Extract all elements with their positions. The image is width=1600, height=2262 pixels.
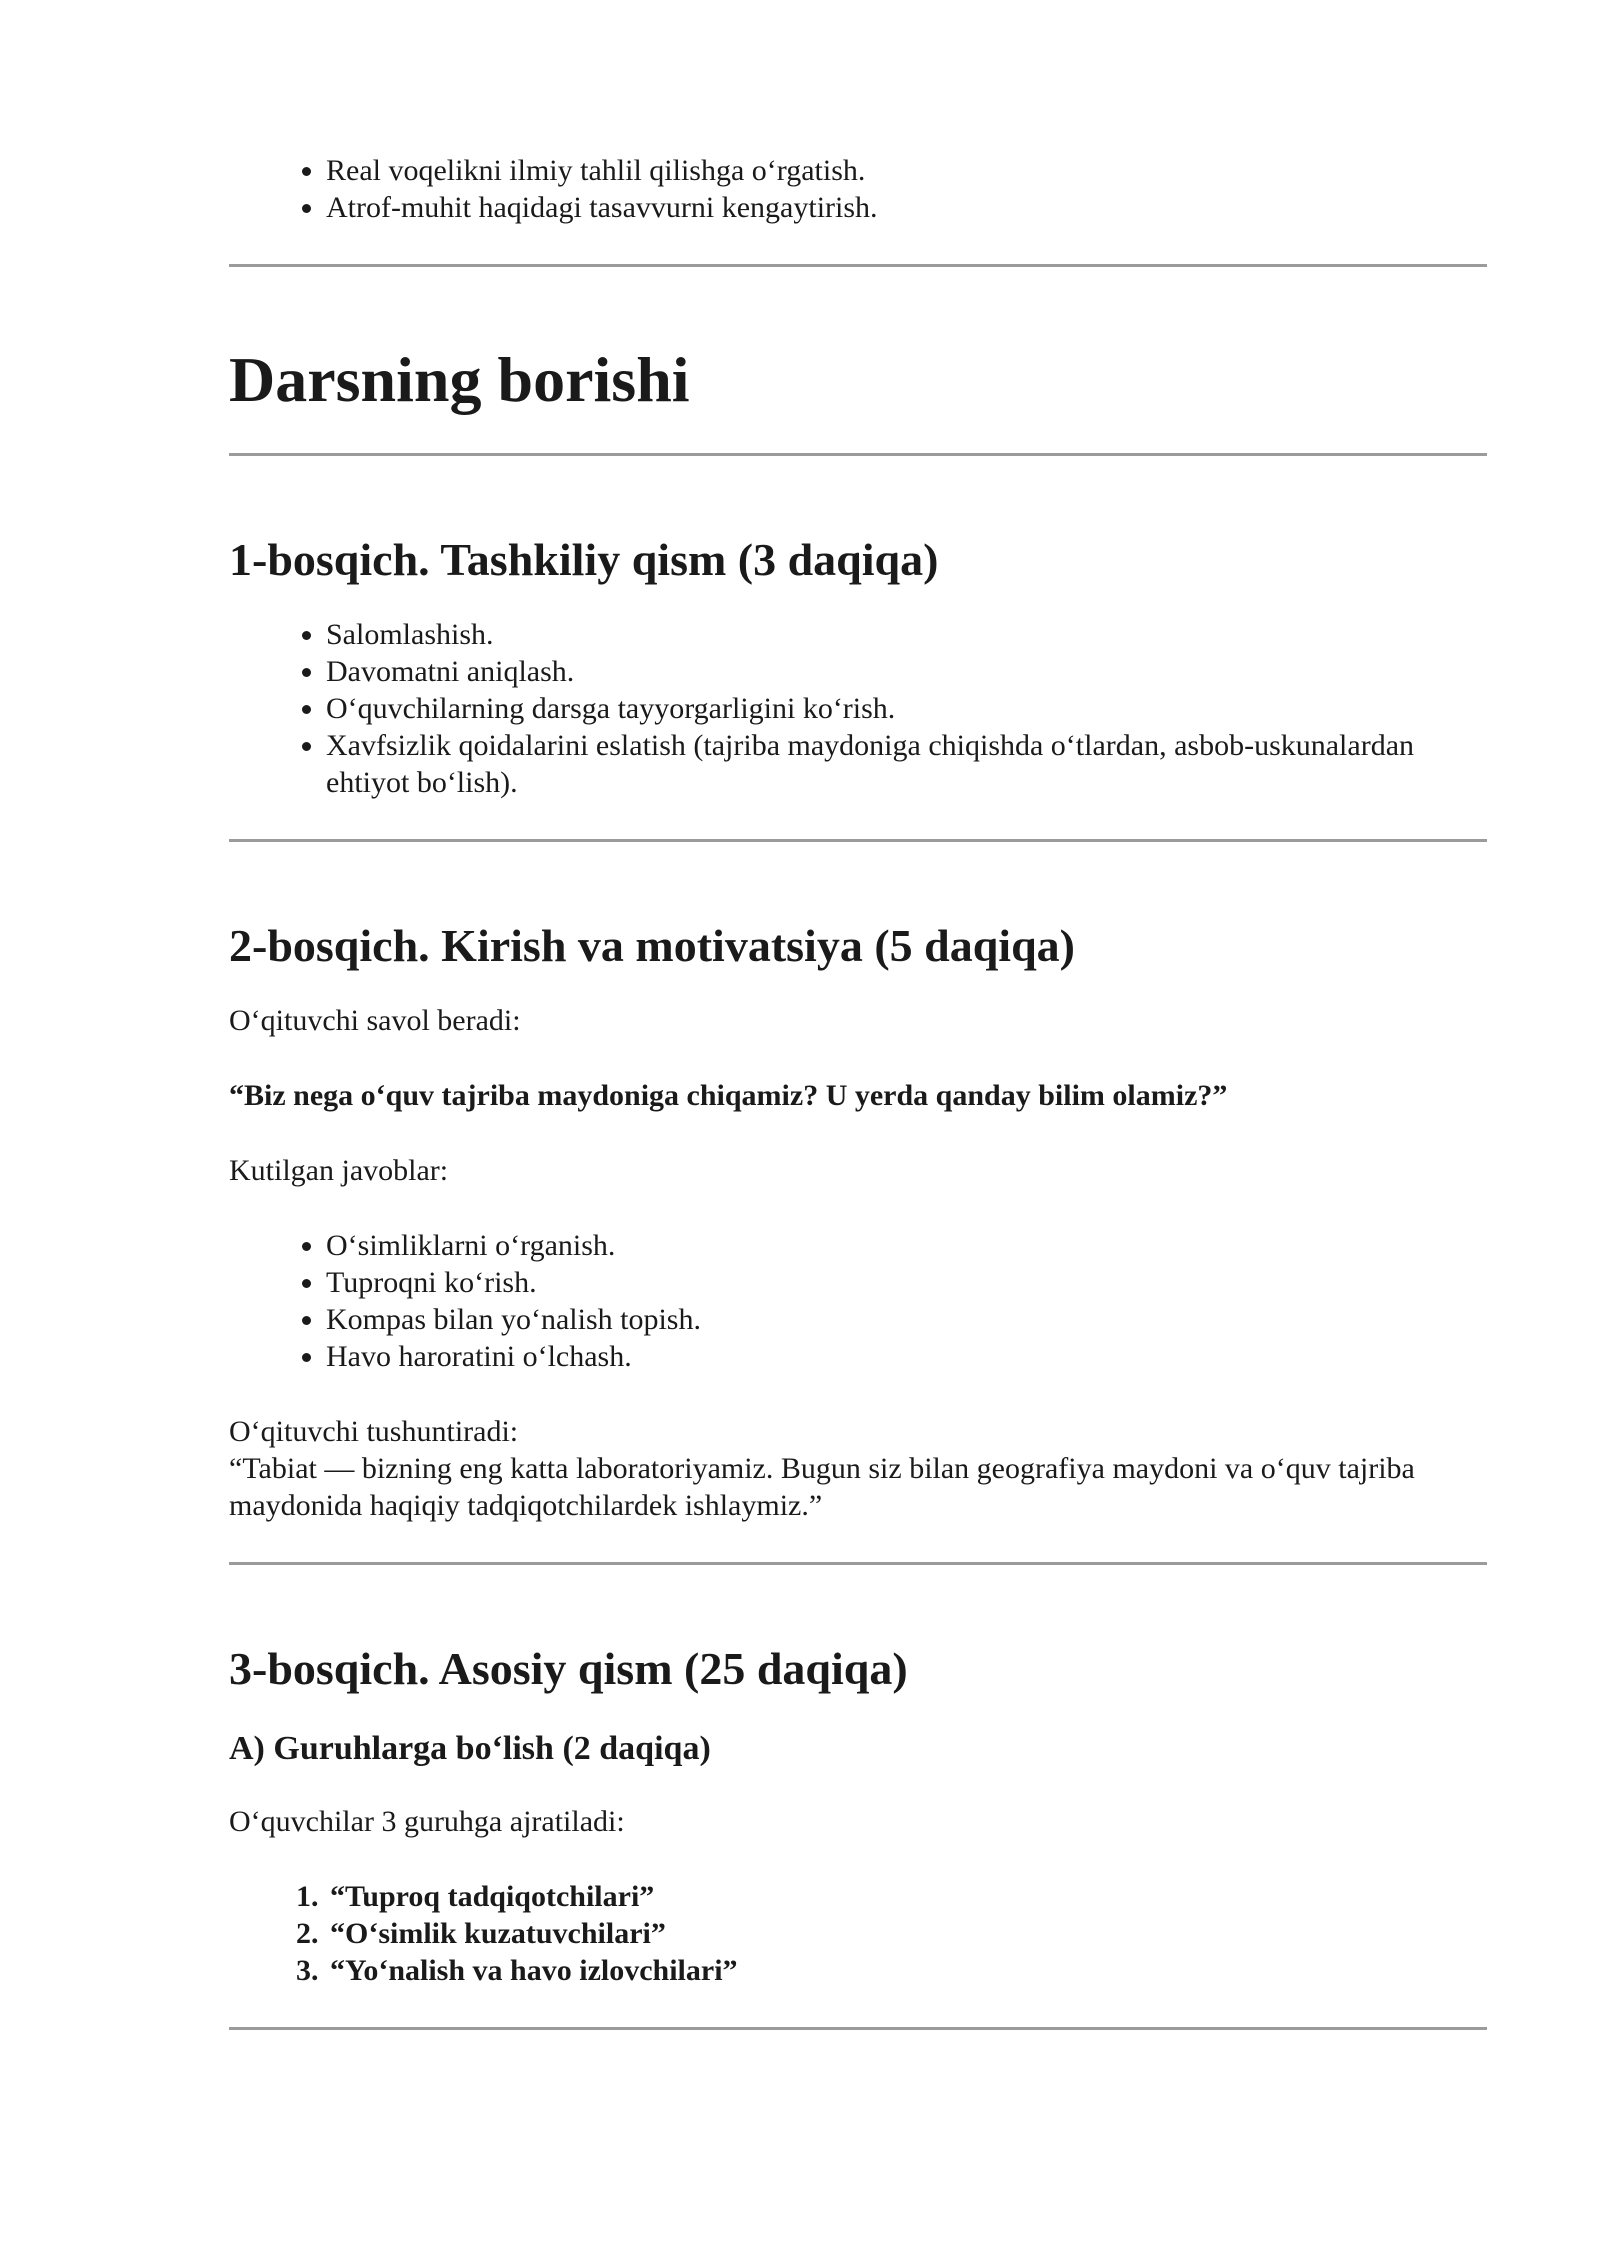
groups-intro-text: Oʻquvchilar 3 guruhga ajratiladi: — [229, 1805, 625, 1838]
groups-list — [229, 1878, 1487, 1989]
expected-answers-label: Kutilgan javoblar: — [229, 1154, 449, 1187]
teacher-explains-text: Oʻqituvchi tushuntiradi: — [229, 1415, 519, 1448]
list-item: • Oʻsimliklarni oʻrganish. — [326, 1227, 1487, 1264]
list-item: 3. “Yoʻnalish va havo izlovchilari” — [326, 1952, 1487, 1989]
intro-bullet-list — [229, 152, 1487, 226]
list-item: • Havo haroratini oʻlchash. — [326, 1338, 1487, 1375]
list-item: • Oʻquvchilarning darsga tayyorgarligini koʻrish. — [326, 690, 1466, 727]
list-item: • Xavfsizlik qoidalarini eslatish (tajriba maydoniga chiqishda oʻtlardan, asbob-uskunalardan ehtiyot boʻlish). — [326, 727, 1466, 801]
expected-answers-list — [229, 1227, 1487, 1375]
list-item: 1. “Tuproq tadqiqotchilari” — [326, 1878, 1487, 1915]
page-title: Darsning borishi — [229, 344, 690, 415]
list-item: • Salomlashish. — [326, 616, 1466, 653]
stage1-heading: 1-bosqich. Tashkiliy qism (3 daqiqa) — [229, 534, 939, 585]
divider — [229, 2027, 1487, 2030]
stage3-subheading-a: A) Guruhlarga boʻlish (2 daqiqa) — [229, 1730, 711, 1767]
teacher-quote: “Tabiat — bizning eng katta laboratoriyamiz. Bugun siz bilan geografiya maydoni va oʻquv tajriba maydonida haqiqiy tadqiqotchilardek ishlaymiz.” — [229, 1452, 1415, 1522]
motivation-question: “Biz nega oʻquv tajriba maydoniga chiqamiz? U yerda qanday bilim olamiz?” — [229, 1079, 1228, 1112]
document-page — [229, 140, 1487, 2030]
list-item: 2. “Oʻsimlik kuzatuvchilari” — [326, 1915, 1487, 1952]
list-item: • Davomatni aniqlash. — [326, 653, 1466, 690]
list-item: • Atrof-muhit haqidagi tasavvurni kengaytirish. — [326, 189, 1487, 226]
stage1-bullet-list — [229, 616, 1466, 801]
list-item: • Kompas bilan yoʻnalish topish. — [326, 1301, 1487, 1338]
stage2-heading: 2-bosqich. Kirish va motivatsiya (5 daqiqa) — [229, 920, 1075, 971]
list-item: • Real voqelikni ilmiy tahlil qilishga oʻrgatish. — [326, 152, 1487, 189]
divider — [229, 264, 1487, 267]
divider — [229, 453, 1487, 456]
divider — [229, 1562, 1487, 1565]
divider — [229, 839, 1487, 842]
list-item: • Tuproqni koʻrish. — [326, 1264, 1487, 1301]
teacher-asks-text: Oʻqituvchi savol beradi: — [229, 1004, 521, 1037]
stage3-heading: 3-bosqich. Asosiy qism (25 daqiqa) — [229, 1643, 908, 1694]
